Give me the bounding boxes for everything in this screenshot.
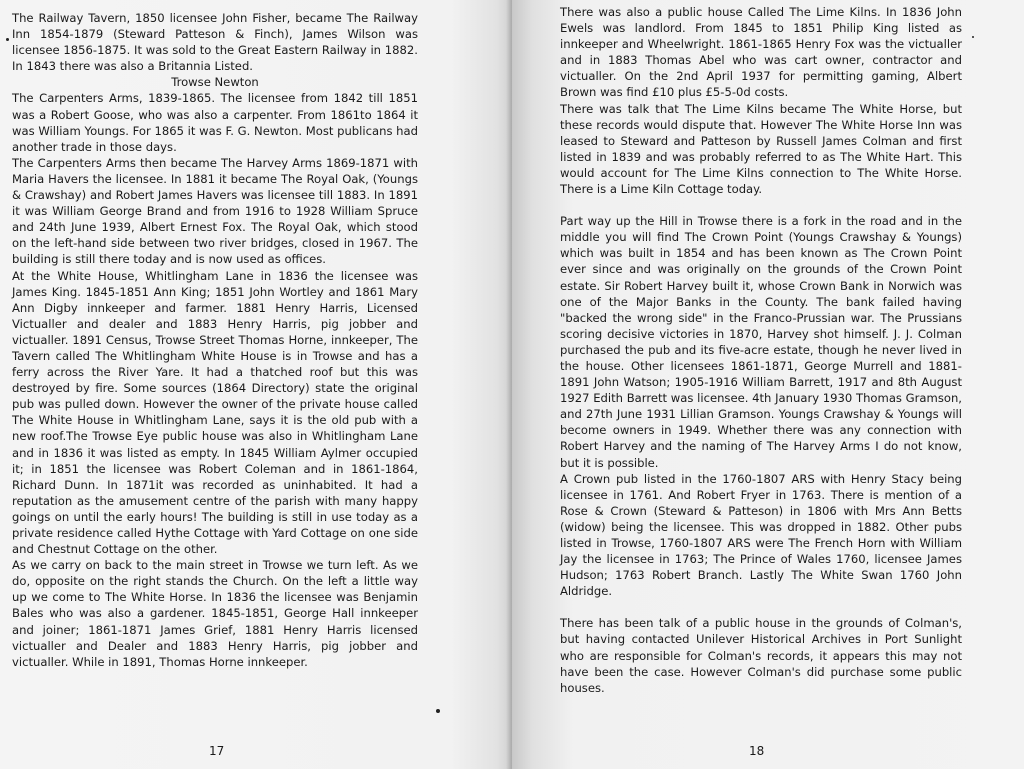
paragraph-white-house: At the White House, Whitlingham Lane in 1836 the licensee was James King. 1845-1851 Ann King; 1851 John Wortley and 1861 Mary Ann Digby innkeeper and farmer. 1881 Henry Harris, Licensed Victualler and dealer and 1883 Henry Harris, pig jobber and victualler. 1891 Census, Trowse Street Thomas Horne, innkeeper, The Tavern called The Whitlingham White House is in Trowse and has a ferry across the River Yare. It had a thatched roof but this was destroyed by fire. Some sources (1864 Directory) state the original pub was pulled down. However the owner of the private house called The White House in Whitlingham Lane, says it is the old pub with a new roof.The Trowse Eye public house was also in Whitlingham Lane and in 1836 it was listed as empty. In 1845 William Aylmer occupied it; in 1851 the licensee was Robert Coleman and in 1861-1864, Richard Dunn. In 1871it was recorded as uninhabited. It had a reputation as the amusement centre of the parish with many happy goings on until the early hours! The building is still in use today as a private residence called Hythe Cottage with Yard Cottage on one side and Chestnut Cottage on the other. <box>12 268 418 557</box>
paragraph-crown-point: Part way up the Hill in Trowse there is a fork in the road and in the middle you will find The Crown Point (Youngs Crawshay & Youngs) which was built in 1854 and has been known as The Crown Point ever since and was originally on the grounds of the Crown Point estate. Sir Robert Harvey built it, whose Crown Bank in Norwich was one of the Major Banks in the County. The bank failed having "backed the wrong side" in the Franco-Prussian war. The Prussians scoring decisive victories in 1870, Harvey shot himself. J. J. Colman purchased the pub and its five-acre estate, though he never lived in the house. Other licensees 1861-1871, George Murrell and 1881-1891 John Watson; 1905-1916 William Barrett, 1917 and 8th August 1927 Edith Barrett was licensee. 4th January 1930 Thomas Gramson, and 27th June 1931 Lillian Gramson. Youngs Crawshay & Youngs will become owners in 1949. Whether there was any connection with Robert Harvey and the naming of The Harvey Arms I do not know, but it is possible. <box>560 214 962 470</box>
paragraph-railway-tavern: The Railway Tavern, 1850 licensee John Fisher, became The Railway Inn 1854-1879 (Steward Patteson & Finch), James Wilson was licensee 1856-1875. It was sold to the Great Eastern Railway in 1882. In 1843 there was also a Britannia Listed. <box>12 11 418 74</box>
page-number-left: 17 <box>209 744 225 758</box>
paragraph-white-horse: As we carry on back to the main street in Trowse we turn left. As we do, opposite on the right stands the Church. On the left a little way up we come to The White Horse. In 1836 the licensee was Benjamin Bales who was also a gardener. 1845-1851, George Hall innkeeper and joiner; 1861-1871 James Grief, 1881 Henry Harris licensed victualler and Dealer and 1883 Henry Harris, pig jobber and victualler. While in 1891, Thomas Horne innkeeper. <box>12 558 418 669</box>
right-page <box>512 0 1024 769</box>
paragraph-lime-kilns: There was also a public house Called The Lime Kilns. In 1836 John Ewels was landlord. From 1845 to 1851 Philip King listed as innkeeper and Wheelwright. 1861-1865 Henry Fox was the victualler and in 1883 Thomas Abel who was cart owner, contractor and victualler. On the 2nd April 1937 for permitting gaming, Albert Brown was find £10 plus £5-5-0d costs. <box>560 5 962 100</box>
print-speck <box>436 709 440 713</box>
right-page-text <box>560 4 962 696</box>
page-number-right: 18 <box>749 744 765 758</box>
paragraph-lime-kilns-white-horse: There was talk that The Lime Kilns became The White Horse, but these records would dispute that. However The White Horse Inn was leased to Steward and Patteson by Russell James Colman and first listed in 1839 and was probably referred to as The White Hart. This would account for The Lime Kilns connection to The White Horse. There is a Lime Kiln Cottage today. <box>560 101 962 197</box>
print-speck <box>972 36 974 38</box>
paragraph-colmans: There has been talk of a public house in the grounds of Colman's, but having contacted Unilever Historical Archives in Port Sunlight who are responsible for Colman's records, it appears this may not have been the case. However Colman's did purchase some public houses. <box>560 616 962 695</box>
paragraph-crown-pub: A Crown pub listed in the 1760-1807 ARS with Henry Stacy being licensee in 1761. And Robert Fryer in 1763. There is mention of a Rose & Crown (Steward & Patteson) in 1806 with Mrs Ann Betts (widow) being the licensee. This was dropped in 1882. Other pubs listed in Trowse, 1760-1807 ARS were The French Horn with William Jay the licensee in 1763; The Prince of Wales 1760, licensee James Hudson; 1763 Robert Branch. Lastly The White Swan 1760 John Aldridge. <box>560 471 962 599</box>
left-page-text <box>12 10 418 670</box>
print-speck <box>6 38 9 41</box>
section-heading-trowse-newton: Trowse Newton <box>171 75 259 90</box>
paragraph-harvey-arms: The Carpenters Arms then became The Harvey Arms 1869-1871 with Maria Havers the licensee. In 1881 it became The Royal Oak, (Youngs & Crawshay) and Robert James Havers was licensee till 1883. In 1891 it was William George Brand and from 1916 to 1928 William Spruce and 24th June 1939, Albert Ernest Fox. The Royal Oak, which stood on the left-hand side between two river bridges, closed in 1967. The building is still there today and is now used as offices. <box>12 155 418 267</box>
paragraph-carpenters-arms: The Carpenters Arms, 1839-1865. The licensee from 1842 till 1851 was a Robert Goose, who was also a carpenter. From 1861to 1864 it was William Youngs. For 1865 it was F. G. Newton. Most publicans had another trade in those days. <box>12 91 418 154</box>
